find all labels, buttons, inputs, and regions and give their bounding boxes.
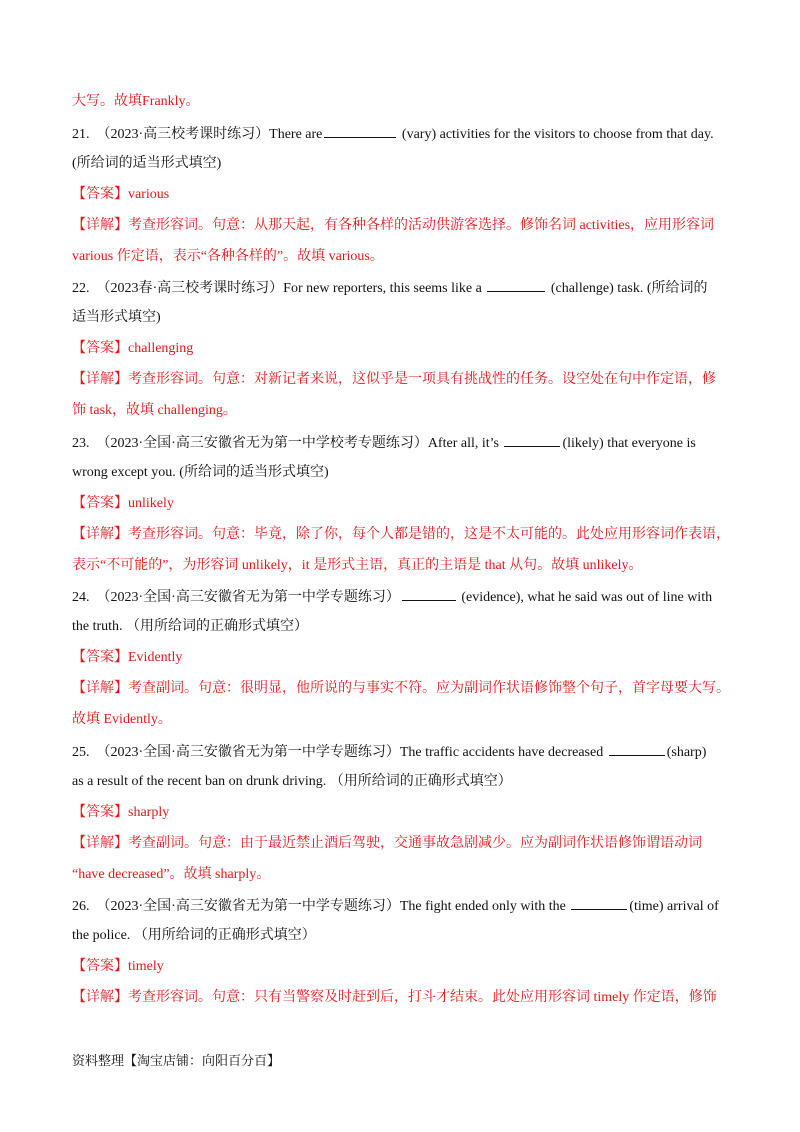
text-segment: 【答案】unlikely bbox=[72, 495, 174, 511]
text-segment: as a result of the recent ban on drunk driving. （用所给词的正确形式填空） bbox=[72, 773, 512, 789]
text-segment: 【详解】考查形容词。句意：毕竟，除了你，每个人都是错的，这是不太可能的。此处应用形容词作表语， bbox=[72, 526, 730, 542]
text-segment: 25. （2023·全国·高三安徽省无为第一中学专题练习）The traffic accidents have decreased bbox=[72, 744, 607, 760]
text-segment: (time) arrival of bbox=[629, 899, 719, 915]
text-segment: wrong except you. (所给词的适当形式填空) bbox=[72, 464, 329, 480]
text-line bbox=[72, 741, 732, 763]
text-segment: (evidence), what he said was out of line with bbox=[457, 590, 713, 606]
answer-blank bbox=[324, 123, 396, 138]
text-line bbox=[72, 494, 732, 514]
text-segment: (所给词的适当形式填空) bbox=[72, 155, 222, 171]
answer-blank bbox=[487, 277, 545, 292]
text-segment: 23. （2023·全国·高三安徽省无为第一中学校考专题练习）After all, it’s bbox=[72, 435, 503, 451]
text-line bbox=[72, 957, 732, 977]
text-segment: (vary) activities for the visitors to choose from that day. bbox=[398, 126, 714, 142]
text-line bbox=[72, 525, 732, 545]
text-segment: 22. （2023春·高三校考课时练习）For new reporters, this seems like a bbox=[72, 281, 486, 297]
text-line bbox=[72, 834, 732, 854]
text-line bbox=[72, 803, 732, 823]
text-segment: 【答案】various bbox=[72, 186, 170, 202]
text-segment: 【详解】考查形容词。句意：从那天起，有各种各样的活动供游客选择。修饰名词 activities，应用形容词 bbox=[72, 217, 715, 233]
text-segment: (likely) that everyone is bbox=[562, 435, 696, 451]
text-segment: (sharp) bbox=[666, 744, 707, 760]
text-segment: 【详解】考查形容词。句意：对新记者来说，这似乎是一项具有挑战性的任务。设空处在句中作定语，修 bbox=[72, 372, 716, 388]
text-segment: the truth. （用所给词的正确形式填空） bbox=[72, 619, 309, 635]
text-segment: 26. （2023·全国·高三安徽省无为第一中学专题练习）The fight ended only with the bbox=[72, 899, 570, 915]
text-line bbox=[72, 988, 732, 1008]
text-segment: 表示“不可能的”，为形容词 unlikely，it 是形式主语，真正的主语是 that 从句。故填 unlikely。 bbox=[72, 557, 643, 573]
text-line bbox=[72, 648, 732, 668]
text-line bbox=[72, 926, 732, 946]
text-segment: (challenge) task. (所给词的 bbox=[547, 281, 708, 297]
text-line bbox=[72, 710, 732, 730]
text-line bbox=[72, 370, 732, 390]
text-line bbox=[72, 154, 732, 174]
text-segment: 【答案】sharply bbox=[72, 804, 170, 820]
text-line bbox=[72, 123, 732, 145]
text-line bbox=[72, 617, 732, 637]
text-line bbox=[72, 92, 732, 112]
text-segment: 大写。故填Frankly。 bbox=[72, 94, 200, 109]
text-line bbox=[72, 586, 732, 608]
text-segment: 适当形式填空) bbox=[72, 310, 161, 326]
text-segment: 21. （2023·高三校考课时练习）There are bbox=[72, 126, 323, 142]
text-segment: various 作定语，表示“各种各样的”。故填 various。 bbox=[72, 248, 384, 264]
text-line bbox=[72, 247, 732, 267]
text-line bbox=[72, 432, 732, 454]
text-segment: 【详解】考查形容词。句意：只有当警察及时赶到后，打斗才结束。此处应用形容词 timely 作定语，修饰 bbox=[72, 990, 717, 1006]
answer-blank bbox=[571, 895, 627, 910]
text-line bbox=[72, 401, 732, 421]
answer-blank bbox=[609, 741, 665, 756]
text-segment: 【答案】challenging bbox=[72, 341, 194, 357]
text-line bbox=[72, 216, 732, 236]
answer-blank bbox=[504, 432, 560, 447]
text-line bbox=[72, 772, 732, 792]
text-segment: 【答案】timely bbox=[72, 959, 164, 975]
text-line bbox=[72, 679, 732, 699]
text-line bbox=[72, 277, 732, 299]
text-segment: “have decreased”。故填 sharply。 bbox=[72, 866, 271, 882]
text-segment: 24. （2023·全国·高三安徽省无为第一中学专题练习） bbox=[72, 590, 400, 606]
text-segment: 饰 task，故填 challenging。 bbox=[72, 403, 237, 418]
text-line bbox=[72, 865, 732, 885]
text-line bbox=[72, 339, 732, 359]
text-segment: 【详解】考查副词。句意：很明显，他所说的与事实不符。应为副词作状语修饰整个句子，首字母要大写。 bbox=[72, 681, 730, 697]
text-line bbox=[72, 556, 732, 576]
text-line bbox=[72, 308, 732, 328]
page-footer: 资料整理【淘宝店铺：向阳百分百】 bbox=[72, 1054, 281, 1069]
text-segment: the police. （用所给词的正确形式填空） bbox=[72, 928, 316, 944]
text-segment: 故填 Evidently。 bbox=[72, 712, 172, 727]
text-segment: 【详解】考查副词。句意：由于最近禁止酒后驾驶，交通事故急剧减少。应为副词作状语修饰谓语动词 bbox=[72, 835, 702, 851]
text-line bbox=[72, 463, 732, 483]
text-segment: 【答案】Evidently bbox=[72, 650, 183, 666]
answer-blank bbox=[402, 586, 456, 601]
text-line bbox=[72, 185, 732, 205]
text-line bbox=[72, 895, 732, 917]
